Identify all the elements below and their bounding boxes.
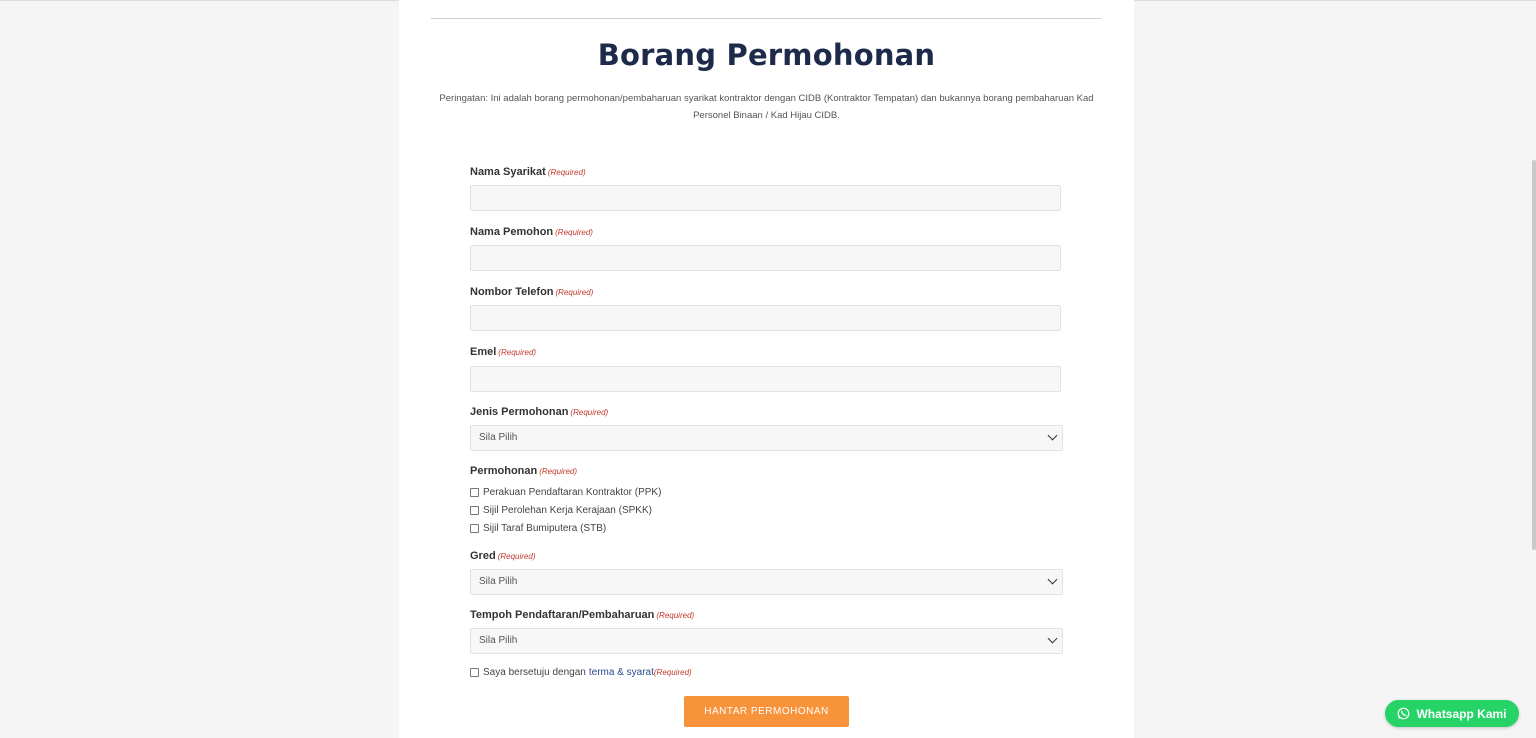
checkbox-spkk[interactable] [470, 505, 652, 516]
required-tag: (Required) [539, 467, 578, 476]
form-card [399, 0, 1134, 738]
applicant-name-label [470, 226, 593, 238]
applicant-name-label-text: Nama Pemohon [470, 226, 554, 238]
email-label [470, 346, 536, 358]
agree-checkbox[interactable] [470, 668, 479, 677]
grade-select[interactable] [470, 569, 1063, 595]
agree-row[interactable] [470, 667, 692, 678]
required-tag: (Required) [497, 552, 536, 561]
phone-input[interactable] [470, 305, 1061, 331]
phone-label-text: Nombor Telefon [470, 286, 554, 298]
application-type-label [470, 406, 608, 418]
email-label-text: Emel [470, 346, 497, 358]
required-tag: (Required) [498, 348, 537, 357]
grade-label-text: Gred [470, 550, 496, 562]
application-type-label-text: Jenis Permohonan [470, 406, 569, 418]
grade-selected: Sila Pilih [479, 576, 518, 587]
company-name-input[interactable] [470, 185, 1061, 211]
company-name-label [470, 166, 586, 178]
terms-link[interactable]: terma & syarat [588, 667, 654, 678]
whatsapp-label: Whatsapp Kami [1416, 706, 1507, 721]
checkbox-icon[interactable] [470, 488, 479, 497]
chevron-down-icon [1048, 634, 1058, 644]
period-select[interactable] [470, 628, 1063, 654]
agree-text: Saya bersetuju dengan [483, 667, 586, 678]
required-tag: (Required) [555, 228, 593, 237]
checkbox-ppk-label: Perakuan Pendaftaran Kontraktor (PPK) [483, 487, 662, 498]
applicant-name-input[interactable] [470, 245, 1061, 271]
submit-button[interactable]: HANTAR PERMOHONAN [684, 696, 849, 727]
checkbox-ppk[interactable] [470, 487, 661, 498]
phone-label [470, 286, 593, 298]
application-type-select[interactable] [470, 425, 1063, 451]
chevron-down-icon [1048, 431, 1058, 441]
warning-text: Peringatan: Ini adalah borang permohonan/pembaharuan syarikat kontraktor dengan CIDB (Kontraktor Tempatan) dan bukannya borang pembaharuan Kad Personel Binaan / Kad Hijau CIDB. [439, 93, 1094, 121]
required-tag: (Required) [653, 668, 692, 677]
chevron-down-icon [1048, 575, 1058, 585]
checkbox-icon[interactable] [470, 506, 479, 515]
checkbox-stb-label: Sijil Taraf Bumiputera (STB) [483, 523, 607, 534]
checkbox-icon[interactable] [470, 524, 479, 533]
email-input[interactable] [470, 366, 1061, 392]
checkbox-spkk-label: Sijil Perolehan Kerja Kerajaan (SPKK) [483, 505, 652, 516]
grade-label [470, 550, 535, 562]
application-type-selected: Sila Pilih [479, 432, 518, 443]
whatsapp-icon [1397, 707, 1410, 720]
application-label [470, 465, 577, 477]
required-tag: (Required) [555, 288, 594, 297]
required-tag: (Required) [570, 408, 609, 417]
scrollbar[interactable] [1532, 160, 1536, 550]
required-tag: (Required) [656, 611, 695, 620]
period-label [470, 609, 694, 621]
divider [431, 18, 1101, 19]
application-label-text: Permohonan [470, 465, 538, 477]
required-tag: (Required) [547, 168, 586, 177]
company-name-label-text: Nama Syarikat [470, 166, 546, 178]
period-label-text: Tempoh Pendaftaran/Pembaharuan [470, 609, 655, 621]
page-title: Borang Permohonan [597, 38, 936, 72]
checkbox-stb[interactable] [470, 523, 606, 534]
period-selected: Sila Pilih [479, 635, 518, 646]
whatsapp-button[interactable] [1385, 700, 1519, 727]
